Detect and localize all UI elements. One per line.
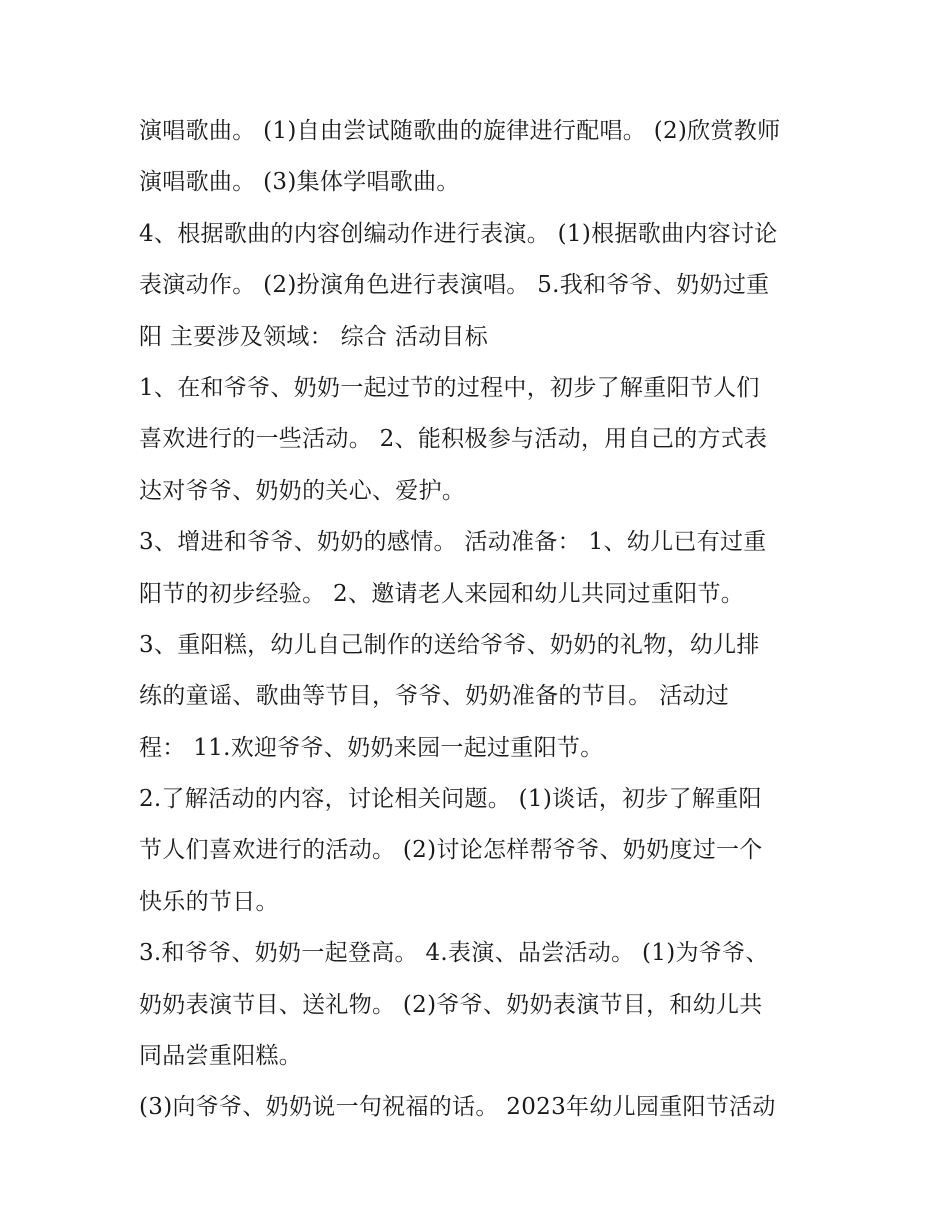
text-line: 3、重阳糕，幼儿自己制作的送给爷爷、奶奶的礼物，幼儿排 <box>139 631 760 658</box>
text-line: 3.和爷爷、奶奶一起登高。 4.表演、品尝活动。 (1)为爷爷、 <box>139 940 769 967</box>
text-line: 表演动作。 (2)扮演角色进行表演唱。 5.我和爷爷、奶奶过重 <box>139 272 770 299</box>
text-line: 1、在和爷爷、奶奶一起过节的过程中，初步了解重阳节人们 <box>139 374 760 401</box>
text-line: 演唱歌曲。 (3)集体学唱歌曲。 <box>139 169 460 196</box>
text-line: 4、根据歌曲的内容创编动作进行表演。 (1)根据歌曲内容讨论 <box>139 220 778 247</box>
text-line: 奶奶表演节目、送礼物。 (2)爷爷、奶奶表演节目，和幼儿共 <box>139 991 763 1018</box>
text-line: 阳节的初步经验。 2、邀请老人来园和幼儿共同过重阳节。 <box>139 580 745 607</box>
text-line: 快乐的节日。 <box>139 888 279 915</box>
text-line: 程： 11.欢迎爷爷、奶奶来园一起过重阳节。 <box>139 734 604 761</box>
text-line: 2.了解活动的内容，讨论相关问题。 (1)谈话，初步了解重阳 <box>139 786 762 813</box>
text-line: 节人们喜欢进行的活动。 (2)讨论怎样帮爷爷、奶奶度过一个 <box>139 837 763 864</box>
text-line: 达对爷爷、奶奶的关心、爱护。 <box>139 477 466 504</box>
text-line: 喜欢进行的一些活动。 2、能积极参与活动，用自己的方式表 <box>139 426 768 453</box>
text-line: 3、增进和爷爷、奶奶的感情。 活动准备： 1、幼儿已有过重 <box>139 529 767 556</box>
document-body <box>139 106 819 1134</box>
text-line: 演唱歌曲。 (1)自由尝试随歌曲的旋律进行配唱。 (2)欣赏教师 <box>139 118 781 144</box>
text-line: 阳 主要涉及领域： 综合 活动目标 <box>139 323 489 350</box>
text-line: 练的童谣、歌曲等节目，爷爷、奶奶准备的节目。 活动过 <box>139 683 730 710</box>
text-line: (3)向爷爷、奶奶说一句祝福的话。 2023年幼儿园重阳节活动 <box>139 1094 776 1121</box>
text-line: 同品尝重阳糕。 <box>139 1043 303 1070</box>
